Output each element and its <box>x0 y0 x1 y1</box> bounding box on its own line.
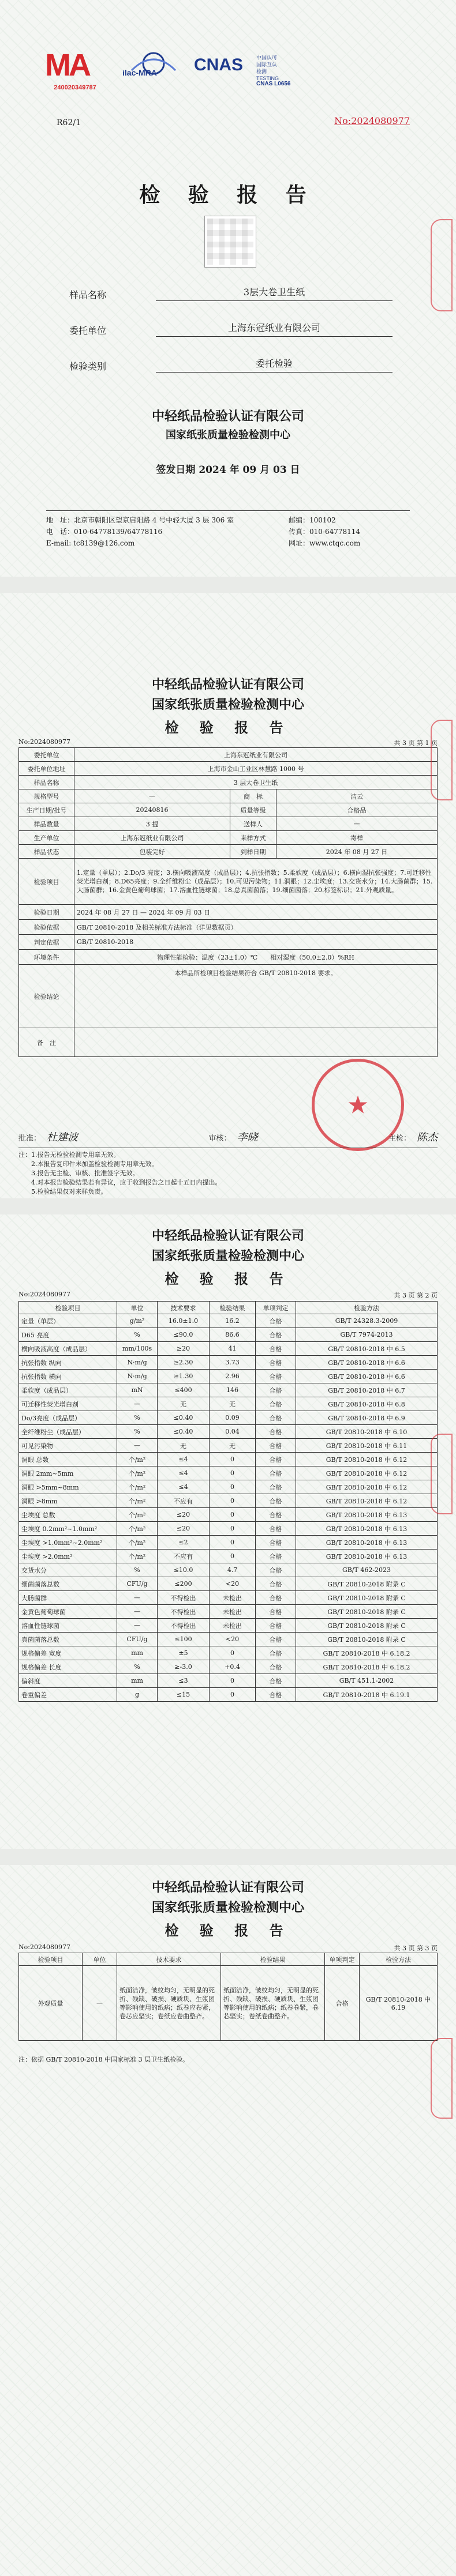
summary-table: 委托单位 上海东冠纸业有限公司 委托单位地址 上海市金山工业区林慧路 1000 号 样品名称 3 层大卷卫生纸 规格型号 — 商 标 洁云 生产日期/批号 20240816 质量等级 合格品 样品数量 3 提 送样人 — 生产单位 上海东冠纸业有限公司 来样方式 寄样 样品状态 包装完好 到样日期 2024 年 08 月 27 日 检验项目 1.定量（单层）；2.Do/3 亮度；3.横向吸液高度（成品层）；4.抗张指数；5.柔软度（成品层）；6.横向湿抗张强度；7.可迁移性荧光增白剂；8.D65亮度；9.全纤维粉尘（成品层）；10.可见污染物；11.洞眼；12.尘埃度；13.交货水分；14.大肠菌群；15.大肠菌群；16.金黄色葡萄球菌；17.溶血性链球菌；18.总真菌菌落；19.细菌菌落；20.标签标识；21.外观质量。 检验日期 2024 年 08 月 27 日 — 2024 年 09 月 03 日 检验依据 GB/T 20810-2018 及相关标准方法标准（详见数据页） 判定依据 GB/T 20810-2018 环境条件 物理性能检验：温度（23±1.0）℃ 相对湿度（50.0±2.0）%RH 检验结论 本样品所检项目检验结果符合 GB/T 20810-2018 要求。 备 注 <box>18 747 438 1057</box>
cell: <20 <box>210 1633 256 1646</box>
cell: 无 <box>210 1439 256 1453</box>
cell: 16.0±1.0 <box>158 1314 210 1328</box>
table-row <box>19 1633 438 1646</box>
cell: ≤4 <box>158 1480 210 1494</box>
cell: % <box>117 1563 158 1577</box>
page-meta <box>18 738 438 747</box>
approver-signature: 杜建波 <box>47 1131 79 1144</box>
cell: 合格 <box>256 1646 296 1660</box>
field-client: 委托单位 上海东冠纸业有限公司 <box>69 311 393 337</box>
cell: ≤15 <box>158 1688 210 1702</box>
item-name: Do/3亮度（成品层） <box>19 1411 117 1425</box>
item-name: 细菌菌落总数 <box>19 1577 117 1591</box>
cell: 0 <box>210 1536 256 1550</box>
item-name: 抗张指数 横向 <box>19 1370 117 1383</box>
method: GB/T 20810-2018 中 6.18.2 <box>296 1660 438 1674</box>
table-row <box>19 1550 438 1563</box>
item-name: 溶血性链球菌 <box>19 1619 117 1633</box>
cell: 0 <box>210 1453 256 1466</box>
cell: 4.7 <box>210 1563 256 1577</box>
cell: N·m/g <box>117 1356 158 1370</box>
page-header: 中轻纸品检验认证有限公司 国家纸张质量检验检测中心 检 验 报 告 <box>151 1228 304 1287</box>
cell: 合格 <box>256 1688 296 1702</box>
cnas-logo: CNAS 中国认可 国际互认 检测 TESTING CNAS L0656 <box>194 55 291 87</box>
cell: 个/m² <box>117 1494 158 1508</box>
cell: % <box>117 1660 158 1674</box>
cell: 0.09 <box>210 1411 256 1425</box>
item-name: 尘埃度 0.2mm²~1.0mm² <box>19 1522 117 1536</box>
cell: 合格 <box>256 1356 296 1370</box>
cell: 个/m² <box>117 1466 158 1480</box>
method: GB/T 20810-2018 中 6.12 <box>296 1453 438 1466</box>
cell: 合格 <box>256 1674 296 1688</box>
item-name: 全纤维粉尘（成品层） <box>19 1425 117 1439</box>
method: GB/T 20810-2018 附录 C <box>296 1633 438 1646</box>
cell: — <box>117 1397 158 1411</box>
cell: ≤4 <box>158 1466 210 1480</box>
cell: 合格 <box>256 1633 296 1646</box>
cell: mm <box>117 1674 158 1688</box>
table-row <box>19 1688 438 1702</box>
cell: ≥2.30 <box>158 1356 210 1370</box>
cell: 0 <box>210 1646 256 1660</box>
table-row <box>19 1411 438 1425</box>
cell: 合格 <box>256 1605 296 1619</box>
table-row <box>19 1563 438 1577</box>
cell: 0 <box>210 1466 256 1480</box>
cell: ≤3 <box>158 1674 210 1688</box>
qr-code[interactable] <box>205 216 256 267</box>
cell: 合格 <box>256 1577 296 1591</box>
cell: 个/m² <box>117 1453 158 1466</box>
cell: 不应有 <box>158 1494 210 1508</box>
cell: 0 <box>210 1688 256 1702</box>
cell: 合格 <box>256 1494 296 1508</box>
cell: ≤2 <box>158 1536 210 1550</box>
table-row <box>19 1383 438 1397</box>
item-name: 洞眼 总数 <box>19 1453 117 1466</box>
method: GB/T 20810-2018 中 6.12 <box>296 1466 438 1480</box>
method: GB/T 20810-2018 中 6.13 <box>296 1550 438 1563</box>
item-name: 大肠菌群 <box>19 1591 117 1605</box>
item-name: 交货水分 <box>19 1563 117 1577</box>
cell: 合格 <box>256 1480 296 1494</box>
side-seal-stamp <box>431 2038 453 2119</box>
item-name: 定量（单层） <box>19 1314 117 1328</box>
logo-row <box>40 48 309 91</box>
report-number: No:2024080977 <box>18 1291 70 1298</box>
zip: 邮编：100102 <box>289 516 336 524</box>
cell: — <box>117 1605 158 1619</box>
appearance-table: 检验项目 单位 技术要求 检验结果 单项判定 检验方法 外观质量 — 纸面洁净，皱纹均匀，无明显的死折、残缺、破损、硬质块、生浆团等影响使用的纸病；纸卷应卷紧，卷芯应坚实；卷纸应卷曲整齐。 纸面洁净，皱纹均匀，无明显的死折、残缺、破损、硬质块、生浆团等影响使用的纸病；纸卷卷紧，卷芯坚实；卷纸卷曲整齐。 合格 GB/T 20810-2018 中 6.19 <box>18 1953 438 2041</box>
cell: 个/m² <box>117 1522 158 1536</box>
cell: 合格 <box>256 1522 296 1536</box>
item-name: 洞眼 >5mm~8mm <box>19 1480 117 1494</box>
table-row <box>19 1494 438 1508</box>
field-sample-name: 样品名称 3层大卷卫生纸 <box>69 276 393 301</box>
cell: CFU/g <box>117 1577 158 1591</box>
cell: ≤100 <box>158 1633 210 1646</box>
cell: 无 <box>158 1439 210 1453</box>
cell: 合格 <box>256 1550 296 1563</box>
item-name: 可迁移性荧光增白剂 <box>19 1397 117 1411</box>
email[interactable]: E-mail: tc8139@126.com <box>46 539 135 547</box>
method: GB/T 20810-2018 中 6.10 <box>296 1425 438 1439</box>
item-name: 金黄色葡萄球菌 <box>19 1605 117 1619</box>
cell: 合格 <box>256 1466 296 1480</box>
report-number: No:2024080977 <box>18 1943 70 1951</box>
table-row <box>19 1536 438 1550</box>
cell: g/m² <box>117 1314 158 1328</box>
table-row <box>19 1508 438 1522</box>
cell: mN <box>117 1383 158 1397</box>
cell: <20 <box>210 1577 256 1591</box>
method: GB/T 20810-2018 中 6.13 <box>296 1508 438 1522</box>
table-row <box>19 1425 438 1439</box>
item-name: 卷重偏差 <box>19 1688 117 1702</box>
cell: 合格 <box>256 1328 296 1342</box>
cell: 不得检出 <box>158 1605 210 1619</box>
fax: 传真：010-64778114 <box>289 528 361 536</box>
cell: 合格 <box>256 1383 296 1397</box>
cell: 未检出 <box>210 1591 256 1605</box>
cell: % <box>117 1425 158 1439</box>
method: GB/T 20810-2018 附录 C <box>296 1605 438 1619</box>
cell: ±5 <box>158 1646 210 1660</box>
cell: 不得检出 <box>158 1619 210 1633</box>
page-counter: 共 3 页 第 2 页 <box>394 1292 438 1299</box>
cell: 合格 <box>256 1439 296 1453</box>
cell: N·m/g <box>117 1370 158 1383</box>
cell: 无 <box>158 1397 210 1411</box>
method: GB/T 20810-2018 中 6.6 <box>296 1356 438 1370</box>
cell: 合格 <box>256 1619 296 1633</box>
table-row <box>19 1342 438 1356</box>
inspector-signature: 陈杰 <box>416 1131 438 1144</box>
table-row <box>19 1522 438 1536</box>
cell: — <box>117 1591 158 1605</box>
cell: 合格 <box>256 1342 296 1356</box>
cell: 2.96 <box>210 1370 256 1383</box>
page-gap <box>0 577 456 593</box>
item-name: 偏斜度 <box>19 1674 117 1688</box>
report-number: No:2024080977 <box>18 738 70 746</box>
cell: ≤90.0 <box>158 1328 210 1342</box>
table-row <box>19 1370 438 1383</box>
cell: 0 <box>210 1522 256 1536</box>
item-name: 洞眼 >8mm <box>19 1494 117 1508</box>
cell: 无 <box>210 1397 256 1411</box>
method: GB/T 20810-2018 附录 C <box>296 1591 438 1605</box>
page-meta <box>18 1943 438 1953</box>
cell: 合格 <box>256 1314 296 1328</box>
issue-date: 签发日期 2024 年 09 月 03 日 <box>156 464 300 476</box>
cell: 3.73 <box>210 1356 256 1370</box>
cell: — <box>117 1619 158 1633</box>
table-row <box>19 1660 438 1674</box>
item-name: 真菌菌落总数 <box>19 1633 117 1646</box>
cell: 合格 <box>256 1397 296 1411</box>
table-row <box>19 1480 438 1494</box>
cell: ≥-3.0 <box>158 1660 210 1674</box>
report-page-3 <box>0 1865 456 2576</box>
cell: ≤20 <box>158 1522 210 1536</box>
cell: 16.2 <box>210 1314 256 1328</box>
side-seal-stamp <box>431 1434 453 1514</box>
item-name: 尘埃度 >1.0mm²~2.0mm² <box>19 1536 117 1550</box>
cell: 合格 <box>256 1591 296 1605</box>
page-meta <box>18 1291 438 1300</box>
cell: mm/100s <box>117 1342 158 1356</box>
table-row <box>19 1314 438 1328</box>
table-row <box>19 1453 438 1466</box>
cell: 不得检出 <box>158 1591 210 1605</box>
page-counter: 共 3 页 第 1 页 <box>394 739 438 747</box>
page-counter: 共 3 页 第 3 页 <box>394 1945 438 1952</box>
center-name: 国家纸张质量检验检测中心 <box>166 429 290 441</box>
cell: CFU/g <box>117 1633 158 1646</box>
table-row <box>19 1356 438 1370</box>
page-header: 中轻纸品检验认证有限公司 国家纸张质量检验检测中心 检 验 报 告 <box>151 677 304 736</box>
cell: ≤200 <box>158 1577 210 1591</box>
item-name: 横向吸液高度（成品层） <box>19 1342 117 1356</box>
table-row <box>19 1397 438 1411</box>
cell: 未检出 <box>210 1619 256 1633</box>
form-code: R62/1 <box>57 118 81 127</box>
page-note: 注：依据 GB/T 20810-2018 中国家标准 3 层卫生纸检验。 <box>18 2056 189 2063</box>
table-row <box>19 1619 438 1633</box>
cell: 合格 <box>256 1453 296 1466</box>
method: GB/T 20810-2018 中 6.13 <box>296 1536 438 1550</box>
cma-logo: MA 240020349787 <box>45 48 96 91</box>
cell: ≥20 <box>158 1342 210 1356</box>
cell: 86.6 <box>210 1328 256 1342</box>
cell: ≤10.0 <box>158 1563 210 1577</box>
cell: 0 <box>210 1480 256 1494</box>
method: GB/T 20810-2018 中 6.6 <box>296 1370 438 1383</box>
cell: +0.4 <box>210 1660 256 1674</box>
page-gap <box>0 1849 456 1865</box>
cell: ≤400 <box>158 1383 210 1397</box>
item-name: 柔软度（成品层） <box>19 1383 117 1397</box>
reviewer-signature: 李晓 <box>237 1131 258 1144</box>
cell: % <box>117 1328 158 1342</box>
method: GB/T 20810-2018 中 6.18.2 <box>296 1646 438 1660</box>
cell: 0 <box>210 1494 256 1508</box>
item-name: D65 亮度 <box>19 1328 117 1342</box>
item-name: 洞眼 2mm~5mm <box>19 1466 117 1480</box>
notes-block: 注：1.报告无检验检测专用章无效。 2.本报告复印件未加盖检验检测专用章无效。 3.报告无主检、审核、批准签字无效。 4.对本报告检验结果若有异议，应于收到报告之日起十五日内提出。 5.检验结果仅对来样负责。 <box>18 1148 438 1197</box>
cell: 个/m² <box>117 1508 158 1522</box>
cell: 0 <box>210 1674 256 1688</box>
report-page-2 <box>0 1214 456 1849</box>
cell: 合格 <box>256 1536 296 1550</box>
signature-row: 批准： 杜建波 审核： 李晓 主检： 陈杰 <box>18 1131 438 1144</box>
cell: 个/m² <box>117 1480 158 1494</box>
method: GB/T 20810-2018 附录 C <box>296 1619 438 1633</box>
cell: 146 <box>210 1383 256 1397</box>
side-seal-stamp <box>431 720 453 800</box>
item-name: 抗张指数 纵向 <box>19 1356 117 1370</box>
cell: 个/m² <box>117 1550 158 1563</box>
address: 地 址：北京市朝阳区望京启阳路 4 号中轻大厦 3 层 306 室 <box>46 516 234 524</box>
method: GB/T 20810-2018 中 6.12 <box>296 1494 438 1508</box>
item-name: 可见污染物 <box>19 1439 117 1453</box>
cell: 0 <box>210 1508 256 1522</box>
table-row <box>19 1577 438 1591</box>
method: GB/T 20810-2018 中 6.19.1 <box>296 1688 438 1702</box>
cell: 个/m² <box>117 1536 158 1550</box>
method: GB/T 462-2023 <box>296 1563 438 1577</box>
results-table: 检验项目 单位 技术要求 检验结果 单项判定 检验方法 定量（单层） g/m² 16.0±1.0 16.2 合格 GB/T 24328.3-2009 D65 亮度 % ≤90.0 86.6 合格 GB/T 7974-2013 横向吸液高度（成品层） mm/100s ≥20 41 合格 GB/T 20810-2018 中 6.5 抗张指数 纵向 N·m/g ≥2.30 3.73 合格 GB/T 20810-2018 中 6.6 抗张指数 横向 N·m/g ≥1.30 2.96 合格 GB/T 20810-2018 中 6.6 柔软度（成品层） mN ≤400 146 合格 GB/T 20810-2018 中 6.7 可迁移性荧光增白剂 — 无 无 合格 GB/T 20810-2018 中 6.8 Do/3亮度（成品层） % ≤0.40 0.09 合格 GB/T 20810-2018 中 6.9 全纤维粉尘（成品层） % ≤0.40 0.04 合格 GB/T 20810-2018 中 6.10 可见污染物 — 无 无 合格 GB/T 20810-2018 中 6.11 洞眼 总数 个/m² ≤4 0 合格 GB/T 20810-2018 中 6.12 洞眼 2mm~5mm 个/m² ≤4 0 合格 GB/T 20810-2018 中 6.12 洞眼 >5mm~8mm 个/m² ≤4 0 合格 GB/T 20810-2018 中 6.12 洞眼 >8mm 个/m² 不应有 0 合格 GB/T 20810-2018 中 6.12 尘埃度 总数 个/m² ≤20 0 合格 GB/T 20810-2018 中 6.13 尘埃度 0.2mm²~1.0mm² 个/m² ≤20 0 合格 GB/T 20810-2018 中 6.13 尘埃度 >1.0mm²~2.0mm² 个/m² ≤2 0 合格 GB/T 20810-2018 中 6.13 尘埃度 >2.0mm² 个/m² 不应有 0 合格 GB/T 20810-2018 中 6.13 交货水分 % ≤10.0 4.7 合格 GB/T 462-2023 细菌菌落总数 CFU/g ≤200 <20 合格 GB/T 20810-2018 附录 C 大肠菌群 — 不得检出 未检出 合格 GB/T 20810-2018 附录 C 金黄色葡萄球菌 — 不得检出 未检出 合格 GB/T 20810-2018 附录 C 溶血性链球菌 — 不得检出 未检出 合格 GB/T 20810-2018 附录 C 真菌菌落总数 CFU/g ≤100 <20 合格 GB/T 20810-2018 附录 C 规格偏差 宽度 mm ±5 0 合格 GB/T 20810-2018 中 6.18.2 规格偏差 长度 % ≥-3.0 +0.4 合格 GB/T 20810-2018 中 6.18.2 偏斜度 mm ≤3 0 合格 GB/T 451.1-2002 卷重偏差 g ≤15 0 合格 GB/T 20810-2018 中 6.19.1 <box>18 1301 438 1702</box>
item-name: 规格偏差 宽度 <box>19 1646 117 1660</box>
method: GB/T 20810-2018 中 6.8 <box>296 1397 438 1411</box>
page-header: 中轻纸品检验认证有限公司 国家纸张质量检验检测中心 检 验 报 告 <box>151 1880 304 1939</box>
method: GB/T 20810-2018 中 6.7 <box>296 1383 438 1397</box>
page-gap <box>0 1198 456 1214</box>
method: GB/T 24328.3-2009 <box>296 1314 438 1328</box>
cell: ≤4 <box>158 1453 210 1466</box>
side-seal-stamp <box>431 219 453 311</box>
cell: 0.04 <box>210 1425 256 1439</box>
table-row <box>19 1646 438 1660</box>
report-page-1 <box>0 593 456 1198</box>
table-row <box>19 1466 438 1480</box>
table-row <box>19 1439 438 1453</box>
table-row <box>19 1328 438 1342</box>
method: GB/T 451.1-2002 <box>296 1674 438 1688</box>
table-row <box>19 1591 438 1605</box>
cell: 合格 <box>256 1508 296 1522</box>
cell: 0 <box>210 1550 256 1563</box>
cell: ≤0.40 <box>158 1425 210 1439</box>
cell: 合格 <box>256 1660 296 1674</box>
ilac-mra-logo: ilac-MRA <box>120 51 184 91</box>
cover-page <box>0 0 456 577</box>
method: GB/T 7974-2013 <box>296 1328 438 1342</box>
cell: 不应有 <box>158 1550 210 1563</box>
field-inspection-type: 检验类别 委托检验 <box>69 347 393 373</box>
cell: 未检出 <box>210 1605 256 1619</box>
cell: 合格 <box>256 1370 296 1383</box>
item-name: 尘埃度 >2.0mm² <box>19 1550 117 1563</box>
cell: g <box>117 1688 158 1702</box>
report-title: 检 验 报 告 <box>139 183 317 207</box>
cell: 合格 <box>256 1411 296 1425</box>
cell: 合格 <box>256 1563 296 1577</box>
method: GB/T 20810-2018 中 6.5 <box>296 1342 438 1356</box>
cell: % <box>117 1411 158 1425</box>
cell: 合格 <box>256 1425 296 1439</box>
method: GB/T 20810-2018 中 6.11 <box>296 1439 438 1453</box>
method: GB/T 20810-2018 中 6.9 <box>296 1411 438 1425</box>
method: GB/T 20810-2018 中 6.13 <box>296 1522 438 1536</box>
seal-star-icon: ★ <box>347 1092 368 1118</box>
cell: 41 <box>210 1342 256 1356</box>
table-row <box>19 1674 438 1688</box>
contact-block <box>46 510 410 549</box>
cell: ≤0.40 <box>158 1411 210 1425</box>
table-row <box>19 1605 438 1619</box>
report-number: No:2024080977 <box>334 115 410 126</box>
method: GB/T 20810-2018 中 6.12 <box>296 1480 438 1494</box>
table-row: 外观质量 — 纸面洁净，皱纹均匀，无明显的死折、残缺、破损、硬质块、生浆团等影响使用的纸病；纸卷应卷紧，卷芯应坚实；卷纸应卷曲整齐。 纸面洁净，皱纹均匀，无明显的死折、残缺、破损、硬质块、生浆团等影响使用的纸病；纸卷卷紧，卷芯坚实；卷纸卷曲整齐。 合格 GB/T 20810-2018 中 6.19 <box>19 1966 438 2041</box>
cell: mm <box>117 1646 158 1660</box>
item-name: 规格偏差 长度 <box>19 1660 117 1674</box>
org-name: 中轻纸品检验认证有限公司 <box>151 409 304 424</box>
tel: 电 话：010-64778139/64778116 <box>46 528 163 536</box>
method: GB/T 20810-2018 附录 C <box>296 1577 438 1591</box>
cell: ≥1.30 <box>158 1370 210 1383</box>
cell: — <box>117 1439 158 1453</box>
item-name: 尘埃度 总数 <box>19 1508 117 1522</box>
cell: ≤20 <box>158 1508 210 1522</box>
website[interactable]: 网址：www.ctqc.com <box>289 539 361 547</box>
